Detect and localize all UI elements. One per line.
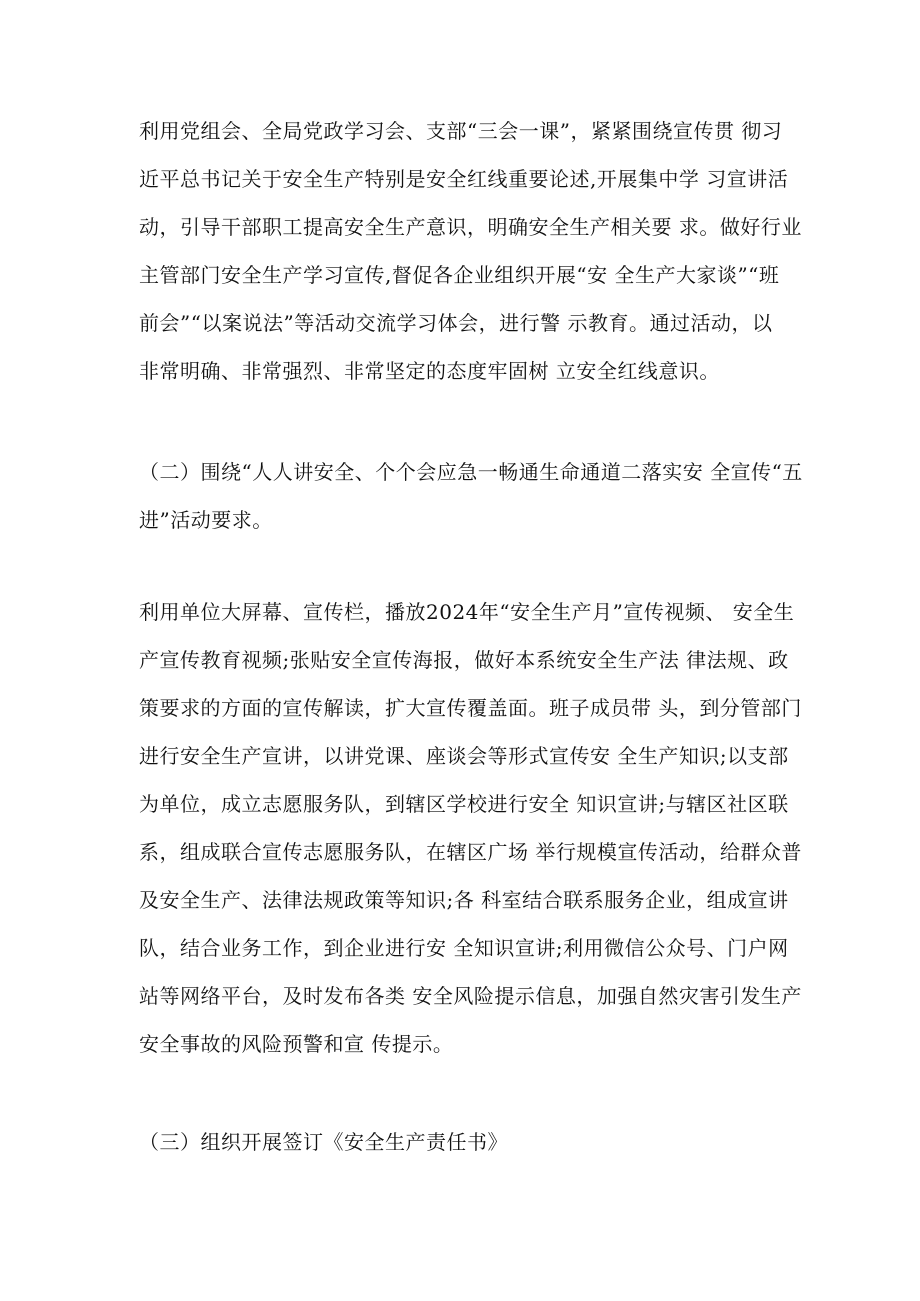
paragraph-2-line-3: 策要求的方面的宣传解读，扩大宣传覆盖面。班子成员带 头，到分管部门 — [139, 696, 802, 720]
section-3-heading: （三）组织开展签订《安全生产责任书》 — [139, 1130, 508, 1154]
paragraph-2-line-10: 安全事故的风险预警和宣 传提示。 — [139, 1032, 454, 1056]
paragraph-1-line-1: 利用党组会、全局党政学习会、支部“三会一课”，紧紧围绕宣传贯 彻习 — [139, 119, 783, 143]
paragraph-2-line-8: 队，结合业务工作，到企业进行安 全知识宣讲;利用微信公众号、门户网 — [139, 936, 789, 960]
paragraph-2-line-9: 站等网络平台，及时发布各类 安全风险提示信息，加强自然灾害引发生产 — [139, 984, 802, 1008]
paragraph-1-line-3: 动，引导干部职工提高安全生产意识，明确安全生产相关要 求。做好行业 — [139, 215, 802, 239]
paragraph-1-line-5: 前会”“以案说法”等活动交流学习体会，进行警 示教育。通过活动，以 — [139, 311, 773, 335]
paragraph-2-line-4: 进行安全生产宣讲，以讲党课、座谈会等形式宣传安 全生产知识;以支部 — [139, 744, 789, 768]
paragraph-2-line-6: 系，组成联合宣传志愿服务队，在辖区广场 举行规模宣传活动，给群众普 — [139, 840, 802, 864]
paragraph-2-line-5: 为单位，成立志愿服务队，到辖区学校进行安全 知识宣讲;与辖区社区联 — [139, 792, 789, 816]
paragraph-1-line-2: 近平总书记关于安全生产特别是安全红线重要论述,开展集中学 习宣讲活 — [139, 167, 789, 191]
section-2-heading-line-2: 进”活动要求。 — [139, 508, 273, 532]
paragraph-2-line-7: 及安全生产、法律法规政策等知识;各 科室结合联系服务企业，组成宣讲 — [139, 888, 789, 912]
section-2-heading-line-1: （二）围绕“人人讲安全、个个会应急一畅通生命通道二落实安 全宣传“五 — [139, 460, 803, 484]
paragraph-2-line-1: 利用单位大屏幕、宣传栏，播放2024年“安全生产月”宣传视频、 安全生 — [139, 600, 795, 624]
paragraph-2-line-2: 产宣传教育视频;张贴安全宣传海报，做好本系统安全生产法 律法规、政 — [139, 648, 789, 672]
paragraph-1-line-4: 主管部门安全生产学习宣传,督促各企业组织开展“安 全生产大家谈”“班 — [139, 263, 780, 287]
paragraph-1-line-6: 非常明确、非常强烈、非常坚定的态度牢固树 立安全红线意识。 — [139, 359, 720, 383]
